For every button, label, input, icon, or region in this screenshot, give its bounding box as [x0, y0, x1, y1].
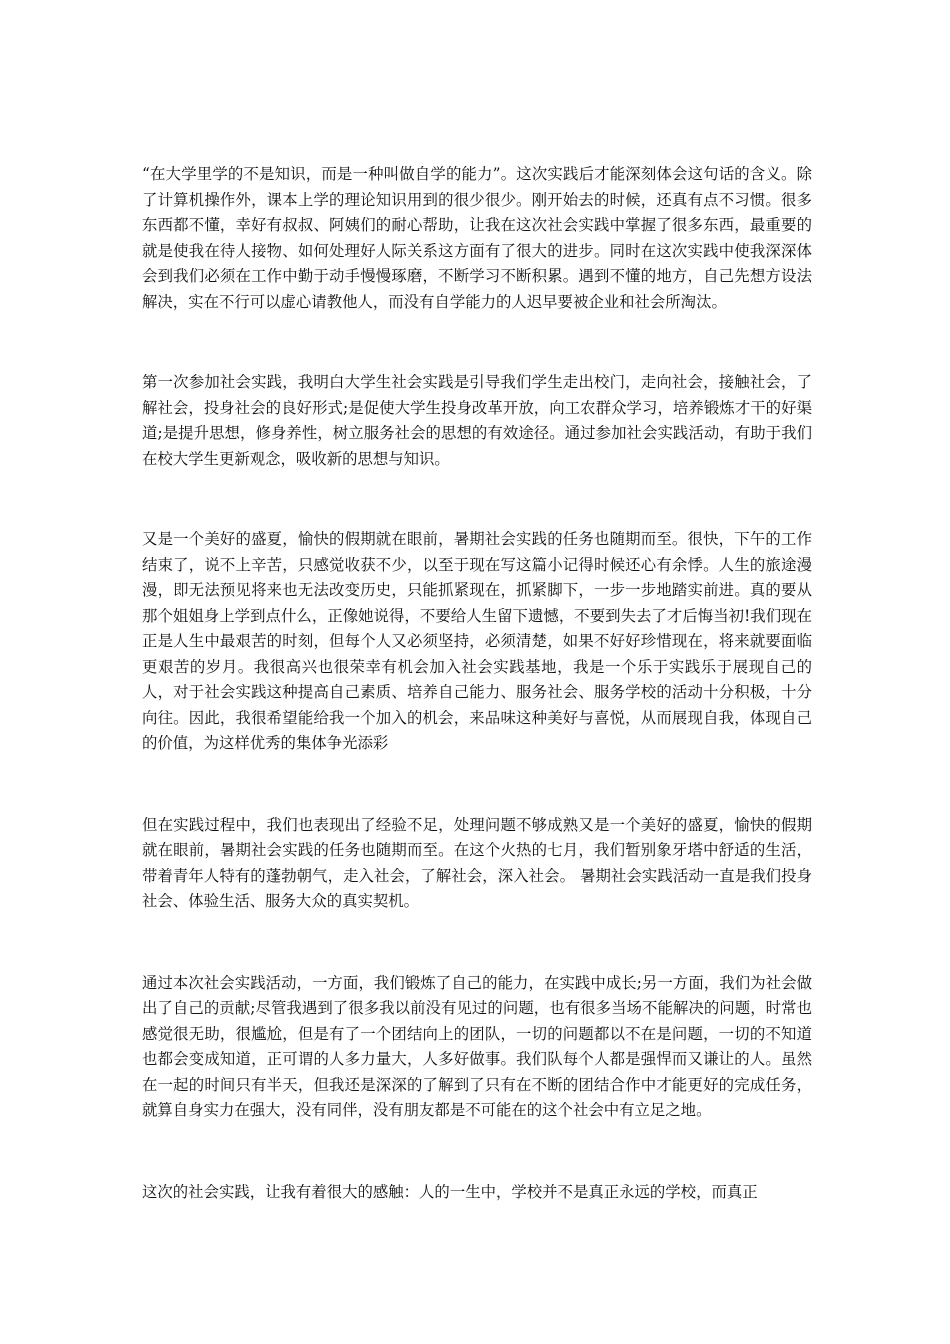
- paragraph-2: 第一次参加社会实践，我明白大学生社会实践是引导我们学生走出校门，走向社会，接触社会，了解社会，投身社会的良好形式;是促使大学生投身改革开放，向工农群众学习，培养锻炼才干的好渠道;是提升思想，修身养性，树立服务社会的思想的有效途径。通过参加社会实践活动，有助于我们在校大学生更新观念，吸收新的思想与知识。: [142, 373, 812, 468]
- document-body: [142, 162, 812, 1205]
- paragraph-1: “在大学里学的不是知识，而是一种叫做自学的能力”。这次实践后才能深刻体会这句话的含义。除了计算机操作外，课本上学的理论知识用到的很少很少。刚开始去的时候，还真有点不习惯。很多东西都不懂，幸好有叔叔、阿姨们的耐心帮助，让我在这次社会实践中掌握了很多东西，最重要的就是使我在待人接物、如何处理好人际关系这方面有了很大的进步。同时在这次实践中使我深深体会到我们必须在工作中勤于动手慢慢琢磨，不断学习不断积累。遇到不懂的地方，自己先想方设法解决，实在不行可以虚心请教他人，而没有自学能力的人迟早要被企业和社会所淘汰。: [142, 165, 812, 311]
- paragraph-3: 又是一个美好的盛夏，愉快的假期就在眼前，暑期社会实践的任务也随期而至。很快，下午的工作结束了，说不上辛苦，只感觉收获不少，以至于现在写这篇小记得时候还心有余悸。人生的旅途漫漫，即无法预见将来也无法改变历史，只能抓紧现在，抓紧脚下，一步一步地踏实前进。真的要从那个姐姐身上学到点什么，正像她说得，不要给人生留下遗憾，不要到失去了才后悔当初!我们现在正是人生中最艰苦的时刻，但每个人又必须坚持，必须清楚，如果不好好珍惜现在，将来就要面临更艰苦的岁月。我很高兴也很荣幸有机会加入社会实践基地，我是一个乐于实践乐于展现自己的人，对于社会实践这种提高自己素质、培养自己能力、服务社会、服务学校的活动十分积极，十分向往。因此，我很希望能给我一个加入的机会，来品味这种美好与喜悦，从而展现自我，体现自己的价值，为这样优秀的集体争光添彩: [142, 530, 812, 752]
- paragraph-4: 但在实践过程中，我们也表现出了经验不足，处理问题不够成熟又是一个美好的盛夏，愉快的假期就在眼前，暑期社会实践的任务也随期而至。在这个火热的七月，我们暂别象牙塔中舒适的生活，带着青年人特有的蓬勃朝气，走入社会，了解社会，深入社会。 暑期社会实践活动一直是我们投身社会、体验生活、服务大众的真实契机。: [142, 815, 812, 910]
- paragraph-6: 这次的社会实践，让我有着很大的感触：人的一生中，学校并不是真正永远的学校，而真正: [142, 1182, 758, 1201]
- paragraph-5: 通过本次社会实践活动，一方面，我们锻炼了自己的能力，在实践中成长;另一方面，我们为社会做出了自己的贡献;尽管我遇到了很多我以前没有见过的问题，也有很多当场不能解决的问题，时常也感觉很无助，很尴尬，但是有了一个团结向上的团队，一切的问题都以不在是问题，一切的不知道也都会变成知道，正可谓的人多力量大，人多好做事。我们队每个人都是强悍而又谦让的人。虽然在一起的时间只有半天，但我还是深深的了解到了只有在不断的团结合作中才能更好的完成任务，就算自身实力在强大，没有同伴，没有朋友都是不可能在的这个社会中有立足之地。: [142, 973, 812, 1119]
